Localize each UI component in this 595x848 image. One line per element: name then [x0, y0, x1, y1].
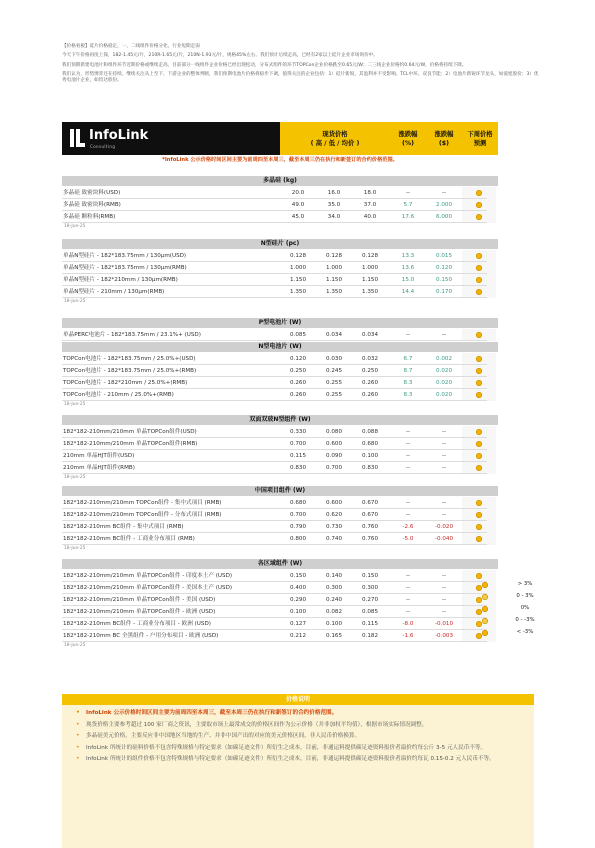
- header-pct: [390, 122, 426, 155]
- cell-low: 0.245: [325, 368, 342, 374]
- cell-abs: --: [441, 190, 447, 196]
- neutral-face-icon: [476, 597, 482, 603]
- header-trend-bottom: 预测: [473, 139, 487, 147]
- cell-low: 0.300: [325, 585, 342, 591]
- cell-low: 0.740: [325, 536, 342, 542]
- cell-low: 0.128: [325, 253, 342, 259]
- header-trend: [462, 122, 498, 155]
- cell-abs: --: [441, 573, 447, 579]
- legend-label: > 3%: [517, 581, 533, 587]
- cell-avg: 1.150: [361, 277, 378, 283]
- cell-low: 16.0: [327, 190, 341, 196]
- row-label: 182*182-210mm/210mm 单晶TOPCon组件(USD): [63, 429, 197, 435]
- neutral-face-icon: [476, 573, 482, 579]
- cell-low: 0.255: [325, 392, 342, 398]
- cell-avg: 0.088: [361, 429, 378, 435]
- neutral-face-icon: [476, 585, 482, 591]
- row-label: TOPCon电池片 - 210mm / 25.0%+(RMB): [63, 392, 174, 398]
- cell-abs: --: [441, 332, 447, 338]
- neutral-face-icon: [476, 524, 482, 530]
- cell-abs: 0.020: [435, 380, 452, 386]
- row-label: 182*182-210mm/210mm TOPCon组件 - 集中式项目 (RMB): [63, 500, 222, 506]
- cell-high: 0.330: [289, 429, 306, 435]
- header-price-bottom: ( 高 / 低 / 均价 ): [310, 139, 360, 147]
- cell-avg: 0.260: [361, 392, 378, 398]
- cell-avg: 40.0: [363, 214, 377, 220]
- table-row: [62, 377, 498, 389]
- cell-avg: 18.0: [363, 190, 377, 196]
- legend-label: 0%: [520, 605, 530, 611]
- neutral-face-icon: [476, 621, 482, 627]
- table-row: [62, 618, 498, 630]
- row-label: 单晶N型硅片 - 182*183.75mm / 130μm(RMB): [63, 265, 187, 271]
- table-row: [62, 521, 498, 533]
- price-notes: [62, 694, 534, 848]
- cell-low: 1.350: [325, 289, 342, 295]
- cell-low: 0.034: [325, 332, 342, 338]
- header-abs-bottom: ($): [438, 139, 450, 147]
- cell-low: 34.0: [327, 214, 341, 220]
- cell-low: 0.730: [325, 524, 342, 530]
- neutral-face-icon: [476, 202, 482, 208]
- legend-face-icon: [482, 618, 488, 624]
- note-item: [76, 721, 526, 730]
- cell-high: 0.400: [289, 585, 306, 591]
- table-row: [62, 606, 498, 618]
- note-text: InfoLink 公示价格时间区间主要为前周四至本周三，截至本周三仍在执行和新签订的合约价格范围。: [86, 710, 338, 716]
- note-item: [76, 732, 526, 741]
- cell-high: 0.800: [289, 536, 306, 542]
- cell-pct: -1.6: [402, 633, 414, 639]
- cell-low: 0.240: [325, 597, 342, 603]
- logo-text: InfoLink: [89, 128, 149, 143]
- table-row: [62, 450, 498, 462]
- row-label: 182*182-210mm/210mm 单晶TOPCon组件 - 美国 (USD): [63, 597, 216, 603]
- table-row: [62, 570, 498, 582]
- note-item: [76, 755, 526, 764]
- cell-low: 0.080: [325, 429, 342, 435]
- cell-avg: 0.128: [361, 253, 378, 259]
- cell-high: 0.700: [289, 512, 306, 518]
- notes-title: 价格说明: [62, 694, 534, 705]
- table-row: [62, 286, 498, 298]
- header-pct-top: 涨跌幅: [398, 130, 418, 138]
- cell-abs: 0.170: [435, 289, 452, 295]
- cell-pct: --: [405, 512, 411, 518]
- neutral-face-icon: [476, 277, 482, 283]
- table-row: [62, 582, 498, 594]
- cell-high: 0.700: [289, 441, 306, 447]
- cell-pct: 8.3: [403, 392, 413, 398]
- row-label: 182*182-210mm BC组件 - 集中式项目 (RMB): [63, 524, 184, 530]
- table-row: [62, 438, 498, 450]
- neutral-face-icon: [476, 609, 482, 615]
- cell-avg: 0.680: [361, 441, 378, 447]
- neutral-face-icon: [476, 190, 482, 196]
- row-label: 单晶PERC电池片 - 182*183.75mm / 23.1%+ (USD): [63, 332, 201, 338]
- cell-abs: 0.020: [435, 368, 452, 374]
- section-date: 18-Jun-25: [64, 475, 86, 480]
- intro-paragraph-4: 我们认为，形势博弈还在持续，继续关注从上至下、下游企业的整体判断，我们预期电池片价格将稳步下调，值得关注的企业包括：1）硅片新锐，其盈利并不受影响。TCL中环、双良节能；2）电池片新锐环节龙头，如爱旭股份；3）优秀电池片企业，如钧达股份。: [62, 72, 539, 84]
- cell-abs: --: [441, 512, 447, 518]
- cell-high: 0.115: [289, 453, 306, 459]
- row-label: 单晶N型硅片 - 182*210mm / 130μm(RMB): [63, 277, 178, 283]
- cell-pct: 8.3: [403, 380, 413, 386]
- cell-pct: 6.7: [403, 356, 413, 362]
- legend-face-icon: [482, 606, 488, 612]
- legend-label: 0 - -3%: [515, 617, 535, 623]
- cell-pct: --: [405, 500, 411, 506]
- cell-avg: 0.760: [361, 524, 378, 530]
- header-price: [280, 122, 390, 155]
- price-table: [62, 122, 498, 694]
- cell-low: 0.620: [325, 512, 342, 518]
- bullet-icon: •: [76, 732, 80, 740]
- table-row: [62, 211, 498, 223]
- cell-abs: --: [441, 597, 447, 603]
- table-row: [62, 462, 498, 474]
- cell-pct: --: [405, 585, 411, 591]
- cell-pct: 14.4: [401, 289, 415, 295]
- cell-pct: --: [405, 441, 411, 447]
- cell-avg: 0.085: [361, 609, 378, 615]
- table-row: [62, 353, 498, 365]
- neutral-face-icon: [476, 441, 482, 447]
- neutral-face-icon: [476, 265, 482, 271]
- cell-abs: 0.120: [435, 265, 452, 271]
- cell-pct: --: [405, 573, 411, 579]
- legend-face-icon: [482, 594, 488, 600]
- header-pct-bottom: (%): [401, 139, 415, 147]
- table-row: [62, 533, 498, 545]
- section-header: 各区域组件 (W): [62, 559, 498, 569]
- table-header: [62, 122, 498, 155]
- infolink-logo-icon: [70, 129, 85, 147]
- legend-label: 0 - 3%: [516, 593, 534, 599]
- note-text: InfoLink 所统计的组件价格不包含特殊规格与特定要求（如碳足迹文件）所衍生之成本，目前，非通运料提供碳足迹资料报价者溢价约每瓦 0.15-0.2 元人民币不等。: [86, 756, 495, 763]
- neutral-face-icon: [476, 429, 482, 435]
- header-abs: [426, 122, 462, 155]
- cell-avg: 0.100: [361, 453, 378, 459]
- cell-pct: 13.6: [401, 265, 415, 271]
- cell-avg: 0.182: [361, 633, 378, 639]
- table-row: [62, 262, 498, 274]
- cell-high: 0.260: [289, 380, 306, 386]
- cell-low: 0.165: [325, 633, 342, 639]
- cell-high: 0.085: [289, 332, 306, 338]
- cell-pct: --: [405, 465, 411, 471]
- cell-low: 0.700: [325, 465, 342, 471]
- cell-abs: 6.000: [435, 214, 452, 220]
- cell-abs: 2.000: [435, 202, 452, 208]
- cell-abs: --: [441, 441, 447, 447]
- table-row: [62, 187, 498, 199]
- intro-text: [62, 44, 542, 88]
- row-label: TOPCon电池片 - 182*183.75mm / 25.0%+(RMB): [63, 368, 197, 374]
- neutral-face-icon: [476, 368, 482, 374]
- cell-abs: --: [441, 429, 447, 435]
- cell-avg: 0.115: [361, 621, 378, 627]
- table-row: [62, 630, 498, 642]
- section-header: 多晶硅 (kg): [62, 176, 498, 186]
- cell-avg: 0.270: [361, 597, 378, 603]
- cell-high: 0.790: [289, 524, 306, 530]
- cell-avg: 0.760: [361, 536, 378, 542]
- cell-low: 0.030: [325, 356, 342, 362]
- cell-abs: 0.015: [435, 253, 452, 259]
- note-item: [76, 709, 526, 718]
- cell-avg: 0.300: [361, 585, 378, 591]
- notes-list: [62, 709, 534, 767]
- header-abs-top: 涨跌幅: [434, 130, 454, 138]
- row-label: 182*182-210mm BC 全黑组件 - 户用分布项目 - 欧洲 (USD): [63, 633, 219, 639]
- cell-low: 0.600: [325, 441, 342, 447]
- section-date: 18-Jun-25: [64, 299, 86, 304]
- cell-pct: 17.6: [401, 214, 415, 220]
- cell-pct: -5.0: [402, 536, 414, 542]
- cell-pct: 13.3: [401, 253, 415, 259]
- neutral-face-icon: [476, 392, 482, 398]
- cell-avg: 0.260: [361, 380, 378, 386]
- cell-avg: 37.0: [363, 202, 377, 208]
- table-row: [62, 594, 498, 606]
- cell-abs: --: [441, 453, 447, 459]
- neutral-face-icon: [476, 380, 482, 386]
- cell-abs: --: [441, 465, 447, 471]
- row-label: 182*182-210mm/210mm 单晶TOPCon组件 - 欧洲 (USD): [63, 609, 216, 615]
- row-label: 多晶硅 致密块料(RMB): [63, 202, 121, 208]
- cell-low: 0.100: [325, 621, 342, 627]
- row-label: 182*182-210mm/210mm 单晶TOPCon组件 - 印度本土产 (USD): [63, 573, 233, 579]
- legend-face-icon: [482, 630, 488, 636]
- cell-low: 0.255: [325, 380, 342, 386]
- table-row: [62, 365, 498, 377]
- infolink-logo: [62, 122, 280, 155]
- cell-high: 0.260: [289, 392, 306, 398]
- cell-high: 0.212: [289, 633, 306, 639]
- cell-low: 0.140: [325, 573, 342, 579]
- cell-low: 0.082: [325, 609, 342, 615]
- intro-paragraph-1: 【价格看板】硅片价格稳定，一、二线组件价格分化，行业短期走弱: [62, 44, 200, 49]
- cell-pct: -2.6: [402, 524, 414, 530]
- cell-pct: 5.7: [403, 202, 413, 208]
- neutral-face-icon: [476, 453, 482, 459]
- cell-low: 1.150: [325, 277, 342, 283]
- cell-abs: 0.002: [435, 356, 452, 362]
- cell-high: 0.150: [289, 573, 306, 579]
- cell-low: 35.0: [327, 202, 341, 208]
- neutral-face-icon: [476, 253, 482, 259]
- section-date: 18-Jun-25: [64, 643, 86, 648]
- cell-pct: -8.0: [402, 621, 414, 627]
- bullet-icon: •: [76, 709, 80, 716]
- row-label: 182*182-210mm/210mm 单晶TOPCon组件 - 美国本土产 (USD): [63, 585, 233, 591]
- neutral-face-icon: [476, 289, 482, 295]
- cell-high: 1.000: [289, 265, 306, 271]
- cell-avg: 1.000: [361, 265, 378, 271]
- cell-high: 0.128: [289, 253, 306, 259]
- table-row: [62, 426, 498, 438]
- cell-avg: 0.150: [361, 573, 378, 579]
- table-row: [62, 199, 498, 211]
- cell-high: 1.350: [289, 289, 306, 295]
- cell-abs: -0.010: [434, 621, 454, 627]
- cell-high: 1.150: [289, 277, 306, 283]
- row-label: 单晶N型硅片 - 182*183.75mm / 130μm(USD): [63, 253, 187, 259]
- cell-high: 49.0: [291, 202, 305, 208]
- section-header: N型电池片 (W): [62, 342, 498, 352]
- cell-high: 0.120: [289, 356, 306, 362]
- header-trend-top: 下周价格: [467, 130, 493, 138]
- cell-pct: 15.0: [401, 277, 415, 283]
- cell-pct: --: [405, 597, 411, 603]
- neutral-face-icon: [476, 512, 482, 518]
- cell-high: 0.100: [289, 609, 306, 615]
- cell-abs: -0.040: [434, 536, 454, 542]
- legend-face-icon: [482, 582, 488, 588]
- row-label: 多晶硅 致密块料(USD): [63, 190, 121, 196]
- cell-avg: 0.250: [361, 368, 378, 374]
- neutral-face-icon: [476, 633, 482, 639]
- table-row: [62, 497, 498, 509]
- neutral-face-icon: [476, 356, 482, 362]
- cell-avg: 0.830: [361, 465, 378, 471]
- cell-pct: 8.7: [403, 368, 413, 374]
- cell-abs: 0.150: [435, 277, 452, 283]
- section-header: N型硅片 (pc): [62, 239, 498, 249]
- neutral-face-icon: [476, 536, 482, 542]
- row-label: 182*182-210mm BC组件 - 工商业分布项目 (RMB): [63, 536, 195, 542]
- row-label: 多晶硅 颗粒料(RMB): [63, 214, 116, 220]
- section-date: 18-Jun-25: [64, 224, 86, 229]
- note-text: 现货价格主要参考超过 100 家厂商之资讯，主要取市场上最常成交的价格区间作为公示价格（并非加权平均值），根据市场实际情况调整。: [86, 721, 428, 728]
- cell-avg: 0.034: [361, 332, 378, 338]
- legend-label: < -3%: [516, 629, 534, 635]
- row-label: 单晶N型硅片 - 210mm / 130μm(RMB): [63, 289, 165, 295]
- row-label: 182*182-210mm BC组件 - 工商业分布项目 - 欧洲 (USD): [63, 621, 211, 627]
- cell-high: 45.0: [291, 214, 305, 220]
- row-label: 210mm 单晶HJT组件(RMB): [63, 465, 135, 471]
- neutral-face-icon: [476, 214, 482, 220]
- cell-low: 0.090: [325, 453, 342, 459]
- cell-avg: 0.670: [361, 512, 378, 518]
- cell-abs: --: [441, 500, 447, 506]
- row-label: TOPCon电池片 - 182*183.75mm / 25.0%+(USD): [63, 356, 196, 362]
- logo-subtext: Consulting: [90, 144, 116, 149]
- bullet-icon: •: [76, 743, 80, 751]
- bullet-icon: •: [76, 755, 80, 763]
- note-text: InfoLink 所统计的硅料价格不包含特殊规格与特定要求（如碳足迹文件）所衍生之成本，目前，非通运料提供碳足迹资料报价者溢价约每公斤 3-5 元人民币不等。: [86, 744, 487, 751]
- section-header: 双面双玻N型组件 (W): [62, 415, 498, 425]
- note-item: [76, 744, 526, 753]
- cell-pct: --: [405, 429, 411, 435]
- section-date: 18-Jun-25: [64, 402, 86, 407]
- table-row: [62, 274, 498, 286]
- row-label: 182*182-210mm/210mm TOPCon组件 - 分布式项目 (RMB): [63, 512, 222, 518]
- cell-pct: --: [405, 453, 411, 459]
- neutral-face-icon: [476, 500, 482, 506]
- table-row: [62, 329, 498, 341]
- intro-paragraph-3: 我们预期新建电池片和组件环节近期价格或继续走高，目前部分一线组件企业价格已经出现松动，分布式组件的环节TOPCon企业价格跌至0.65元/W；二三线企业价格约0.64元/W，价格将持续下降。: [62, 62, 467, 68]
- section-header: 中国项目组件 (W): [62, 486, 498, 496]
- row-label: 182*182-210mm/210mm 单晶TOPCon组件(RMB): [63, 441, 198, 447]
- cell-high: 0.290: [289, 597, 306, 603]
- bullet-icon: •: [76, 720, 80, 728]
- cell-abs: 0.020: [435, 392, 452, 398]
- table-row: [62, 250, 498, 262]
- cell-low: 1.000: [325, 265, 342, 271]
- cell-abs: --: [441, 585, 447, 591]
- row-label: 210mm 单晶HJT组件(USD): [63, 453, 135, 459]
- cell-high: 0.250: [289, 368, 306, 374]
- cell-high: 20.0: [291, 190, 305, 196]
- cell-abs: -0.020: [434, 524, 454, 530]
- price-window-note: *InfoLink 公示价格时间区间主要为前周四至本周三，截至本周三仍在执行和新签订的合约价格范围。: [162, 157, 398, 163]
- section-header: P型电池片 (W): [62, 318, 498, 328]
- row-label: TOPCon电池片 - 182*210mm / 25.0%+(RMB): [63, 380, 188, 386]
- neutral-face-icon: [476, 332, 482, 338]
- cell-avg: 0.032: [361, 356, 378, 362]
- section-date: 18-Jun-25: [64, 546, 86, 551]
- cell-pct: --: [405, 609, 411, 615]
- cell-pct: --: [405, 332, 411, 338]
- cell-high: 0.830: [289, 465, 306, 471]
- cell-low: 0.600: [325, 500, 342, 506]
- header-price-top: 现货价格: [322, 130, 348, 138]
- cell-abs: --: [441, 609, 447, 615]
- cell-avg: 1.350: [361, 289, 378, 295]
- cell-high: 0.680: [289, 500, 306, 506]
- cell-avg: 0.670: [361, 500, 378, 506]
- table-row: [62, 389, 498, 401]
- intro-paragraph-2: 今天下午价格再度上探，182-1.45元/片，210R-1.65元/片，210N-1.93元/片，规格45%左右。我们预计后续走高，已经有2家以上硅片企业市场询价中。: [62, 53, 378, 59]
- cell-abs: -0.003: [434, 633, 454, 639]
- neutral-face-icon: [476, 465, 482, 471]
- cell-pct: --: [405, 190, 411, 196]
- cell-high: 0.127: [289, 621, 306, 627]
- table-row: [62, 509, 498, 521]
- note-text: 多晶硅美元价格，主要反应非中国地区当地的生产、并非中国产出的对应的美元价格区间，非人民币价格换算。: [86, 733, 361, 740]
